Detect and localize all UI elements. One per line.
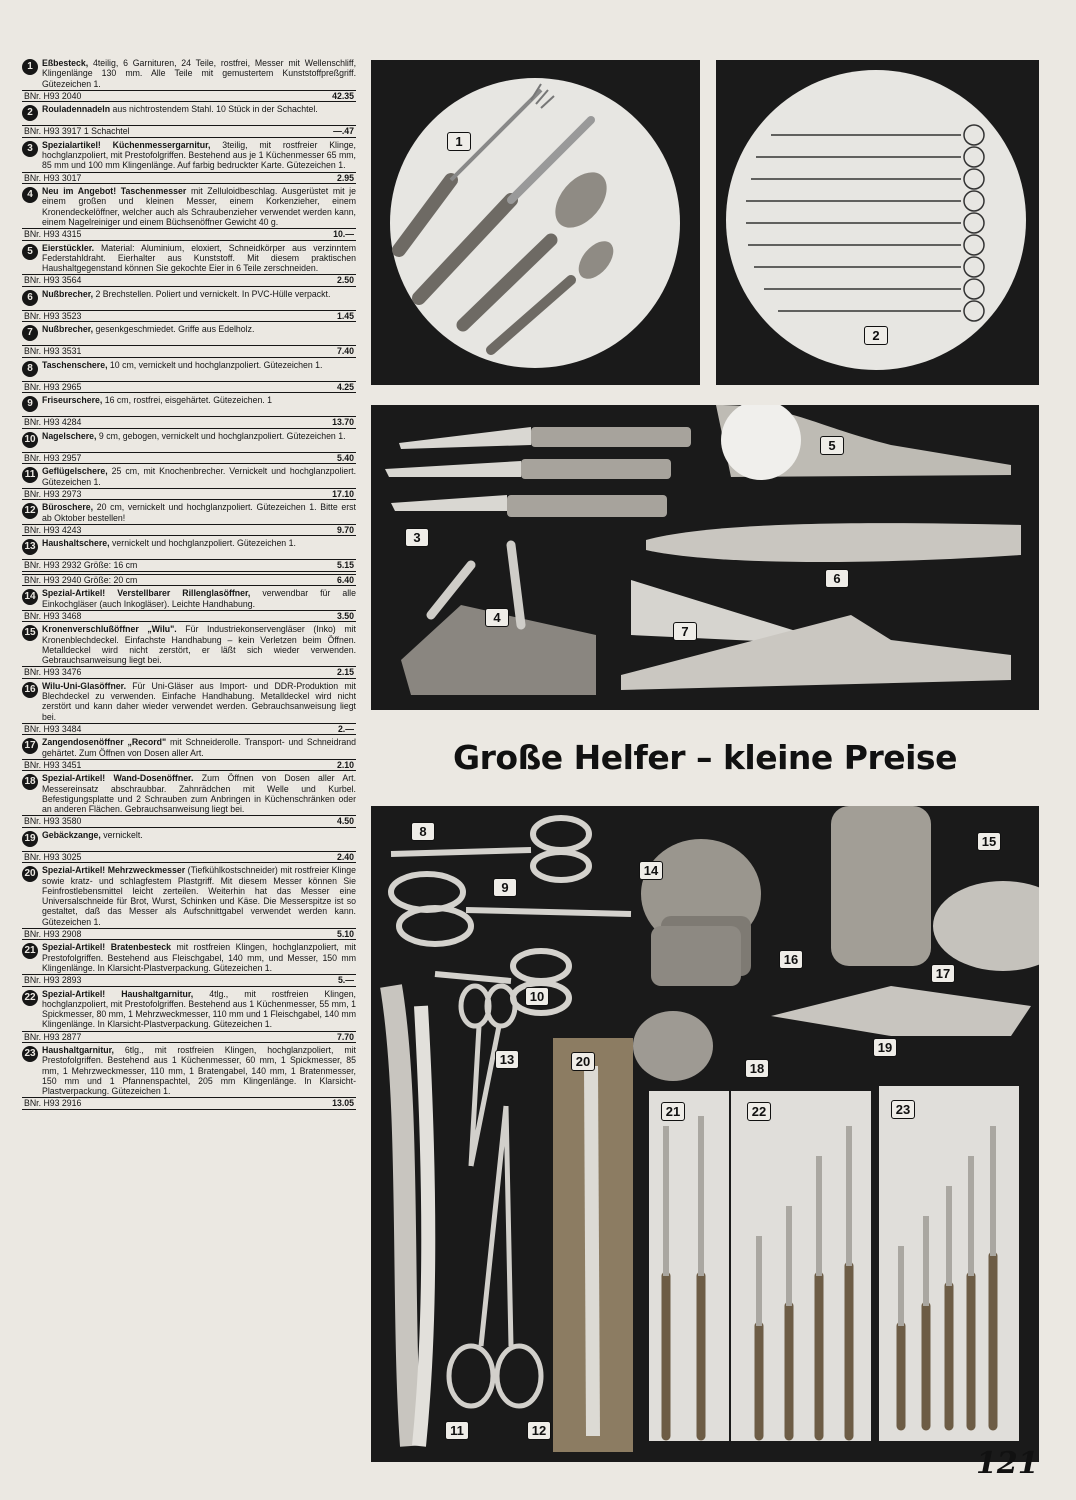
item-number-badge: 19 xyxy=(22,831,38,847)
order-number-row xyxy=(22,125,356,138)
item-text: 3teilig, mit rostfreier Klinge, hochglanzpoliert, mit Prestofolgriffen. Bestehend aus je 1 Küchenmesser 65 mm, 85 mm und 100 mm Klingenlänge. Auf farbig bedruckter Karte. Gütezeichen 1. xyxy=(42,139,356,171)
order-number-row xyxy=(22,524,356,537)
item-description xyxy=(22,360,356,380)
item-number-badge: 6 xyxy=(22,290,38,306)
item-text: (Tiefkühlkostschneider) mit rostfreier Klinge sowie kratz- und schlagfestem Plastgriff. Mit diesem Messer können Sie Feinfrostlebensmittel leicht zerteilen. Weiterhin hat das Messer eine Universalschneide für Brot, Wurst, Schinken und Käse. Die Messerspitze ist so gestaltet, daß das Messer als Aufschnittgabel verwendet werden kann. Gütezeichen 1. xyxy=(42,865,356,927)
list-item xyxy=(22,466,356,500)
photo-label-15: 15 xyxy=(977,832,1001,851)
photo-label-4: 4 xyxy=(485,608,509,627)
item-title: Wilu-Uni-Glasöffner. xyxy=(42,680,127,691)
price: 2.50 xyxy=(336,275,354,286)
photo-label-23: 23 xyxy=(891,1100,915,1119)
item-description xyxy=(22,942,356,973)
list-item xyxy=(22,324,356,358)
item-text: 2 Brechstellen. Poliert und vernickelt. In PVC-Hülle verpackt. xyxy=(93,288,331,299)
item-number-badge: 8 xyxy=(22,361,38,377)
list-item xyxy=(22,942,356,986)
item-text: 25 cm, mit Knochenbrecher. Vernickelt und hochglanzpoliert. Gütezeichen 1. xyxy=(42,466,356,487)
item-text: Für Industriekonservengläser (Inko) mit Kronenblechdeckel. Einfachste Handhabung – kein Verletzen beim Öffnen. Metalldeckel wird nicht zerstört, er läßt sich wieder verwenden. Gebrauchsanweisung liegt bei. xyxy=(42,624,356,665)
list-item xyxy=(22,140,356,184)
item-number-badge: 22 xyxy=(22,990,38,1006)
price: 17.10 xyxy=(332,488,354,499)
item-title: Spezial-Artikel! Bratenbesteck xyxy=(42,942,171,953)
item-description xyxy=(22,289,356,309)
item-description xyxy=(22,186,356,227)
item-title: Haushaltgarnitur, xyxy=(42,1045,114,1055)
item-text: 20 cm, vernickelt und hochglanzpoliert. Gütezeichen 1. Bitte erst ab Oktober bestellen! xyxy=(42,502,356,523)
item-text: Zum Öffnen von Dosen aller Art. Messereinsatz abschraubbar. Zahnrädchen mit Welle und Kurbel. Befestigungsplatte und 2 Schrauben zum Anbringen in Küchenschränken oder an anderen Flächen. Gebrauchsanweisung liegt bei. xyxy=(42,773,356,814)
price: 7.70 xyxy=(336,1031,354,1042)
list-item xyxy=(22,624,356,679)
item-number-badge: 23 xyxy=(22,1046,38,1062)
list-item xyxy=(22,58,356,102)
price: 5.— xyxy=(337,975,354,985)
item-title: Eierstückler. xyxy=(42,242,95,253)
item-text: 9 cm, gebogen, vernickelt und hochglanzpoliert. Gütezeichen 1. xyxy=(96,430,346,441)
item-title: Spezial-Artikel! Haushaltgarnitur, xyxy=(42,988,194,999)
list-item xyxy=(22,395,356,429)
order-number: BNr. H93 3451 xyxy=(24,759,82,770)
order-number: BNr. H93 2932 Größe: 16 cm xyxy=(24,560,138,571)
item-title: Geflügelschere, xyxy=(42,466,108,477)
item-description xyxy=(22,830,356,850)
item-title: Rouladennadeln xyxy=(42,104,111,115)
item-description xyxy=(22,324,356,344)
photo-label-19: 19 xyxy=(873,1038,897,1057)
price: 3.50 xyxy=(336,610,354,621)
list-item xyxy=(22,588,356,622)
item-number-badge: 1 xyxy=(22,59,38,75)
item-text: 4teilig, 6 Garnituren, 24 Teile, rostfrei, Messer mit Wellenschliff, Klingenlänge 130 mm. Alle Teile mit gemustertem Kunststoffpreßgriff. Gütezeichen 1. xyxy=(42,58,356,89)
item-text: vernickelt. xyxy=(100,829,143,840)
photo-label-1: 1 xyxy=(447,132,471,151)
item-number-badge: 16 xyxy=(22,682,38,698)
list-item xyxy=(22,186,356,241)
photo-label-16: 16 xyxy=(779,950,803,969)
order-number-row xyxy=(22,310,356,323)
order-number-row xyxy=(22,488,356,501)
item-text: gesenkgeschmiedet. Griffe aus Edelholz. xyxy=(93,324,255,335)
price: 13.70 xyxy=(332,417,354,428)
item-text: 6tlg., mit rostfreien Klingen, hochglanzpoliert, mit Prestofolgriffen. Bestehend aus 1 Küchenmesser, 60 mm, 1 Spickmesser, 85 mm, 1 Mehrzweckmesser, 110 mm, 1 Bratengabel, 140 mm, 1 Bratenmesser, 150 mm und 1 Pfannenspachtel, 205 mm Klingenlänge. In Klarsicht-Plastverpackung. Gütezeichen 1. xyxy=(42,1045,356,1096)
order-number-row xyxy=(22,759,356,772)
price: 6.40 xyxy=(336,574,354,585)
item-text: Material: Aluminium, eloxiert, Schneidkörper aus verzinntem Federstahldraht. Eierhalter aus Kunststoff. Mit diesem praktischen Haushaltgegenstand können Sie gekochte Eier in 6 Teile zerschneiden. xyxy=(42,242,356,273)
item-title: Spezial-Artikel! Mehrzweckmesser xyxy=(42,865,186,876)
order-number-row xyxy=(22,1097,356,1110)
order-number: BNr. H93 4315 xyxy=(24,229,82,239)
item-number-badge: 18 xyxy=(22,774,38,790)
list-item xyxy=(22,104,356,138)
photo-label-7: 7 xyxy=(673,622,697,641)
item-number-badge: 5 xyxy=(22,244,38,260)
price: 2.— xyxy=(337,723,354,734)
order-number-row xyxy=(22,574,356,587)
knives-tools-illustration xyxy=(371,405,1039,710)
order-number: BNr. H93 2877 xyxy=(24,1031,82,1042)
page-number: 121 xyxy=(976,1446,1039,1481)
price: 5.40 xyxy=(336,452,354,463)
order-number-row xyxy=(22,851,356,864)
item-number-badge: 15 xyxy=(22,625,38,641)
photo-label-12: 12 xyxy=(527,1421,551,1440)
order-number: BNr. H93 2893 xyxy=(24,975,82,985)
item-text: mit rostfreien Klingen, hochglanzpoliert, mit Prestofolgriffen. Bestehend aus Fleischgabel, 140 mm, und Messer, 150 mm Klingenlänge. In Klarsicht-Plastverpackung. Gütezeichen 1. xyxy=(42,942,356,973)
photo-label-14: 14 xyxy=(639,861,663,880)
item-number-badge: 13 xyxy=(22,539,38,555)
order-number: BNr. H93 3484 xyxy=(24,723,82,734)
item-description xyxy=(22,989,356,1030)
order-number-row xyxy=(22,928,356,941)
order-number: BNr. H93 2957 xyxy=(24,452,82,463)
item-title: Haushaltschere, xyxy=(42,538,110,549)
item-title: Spezial-Artikel! Wand-Dosenöffner. xyxy=(42,773,194,784)
price: 2.95 xyxy=(336,172,354,183)
list-item xyxy=(22,502,356,536)
order-number: BNr. H93 3531 xyxy=(24,346,82,357)
list-item xyxy=(22,360,356,394)
order-number-row xyxy=(22,452,356,465)
order-number: BNr. H93 2916 xyxy=(24,1098,82,1109)
list-item xyxy=(22,243,356,287)
item-title: Neu im Angebot! Taschenmesser xyxy=(42,186,187,196)
item-number-badge: 12 xyxy=(22,503,38,519)
order-number: BNr. H93 2965 xyxy=(24,381,82,392)
list-item xyxy=(22,773,356,828)
item-title: Nagelschere, xyxy=(42,430,97,441)
list-item xyxy=(22,1045,356,1110)
order-number: BNr. H93 3564 xyxy=(24,275,82,286)
photo-label-18: 18 xyxy=(745,1059,769,1078)
item-text: vernickelt und hochglanzpoliert. Gütezeichen 1. xyxy=(109,538,296,549)
item-number-badge: 17 xyxy=(22,738,38,754)
photo-label-13: 13 xyxy=(495,1050,519,1069)
photo-label-22: 22 xyxy=(747,1102,771,1121)
price: —.47 xyxy=(333,126,354,137)
list-item xyxy=(22,830,356,864)
item-title: Nußbrecher, xyxy=(42,288,94,299)
headline: Große Helfer – kleine Preise xyxy=(453,738,957,777)
item-number-badge: 11 xyxy=(22,467,38,483)
item-text: 4tlg., mit rostfreien Klingen, hochglanzpoliert, mit Prestofolgriffen. Bestehend aus 1 Küchenmesser, 55 mm, 1 Spickmesser, 80 mm, 1 Mehrzweckmesser, 110 mm und 1 Fleischgabel, 140 mm Klingenlänge. In Klarsicht-Plastverpackung. Gütezeichen 1. xyxy=(42,988,356,1030)
item-title: Kronenverschlußöffner „Wilu". xyxy=(42,624,177,635)
item-description xyxy=(22,502,356,523)
order-number-row xyxy=(22,274,356,287)
order-number-row xyxy=(22,381,356,394)
item-text: 16 cm, rostfrei, eisgehärtet. Gütezeichen. 1 xyxy=(102,395,273,406)
order-number: BNr. H93 4284 xyxy=(24,417,82,428)
order-number: BNr. H93 2973 xyxy=(24,488,82,499)
item-description xyxy=(22,737,356,758)
price: 4.50 xyxy=(336,816,354,827)
photo-scissors-openers xyxy=(371,806,1039,1462)
scissors-openers-illustration xyxy=(371,806,1039,1462)
price: 7.40 xyxy=(336,346,354,357)
item-description xyxy=(22,773,356,814)
item-description xyxy=(22,431,356,451)
item-number-badge: 10 xyxy=(22,432,38,448)
order-number: BNr. H93 3917 1 Schachtel xyxy=(24,126,130,137)
photo-label-3: 3 xyxy=(405,528,429,547)
item-number-badge: 9 xyxy=(22,396,38,412)
price: 13.05 xyxy=(332,1098,354,1109)
item-text: mit Zelluloidbeschlag. Ausgerüstet mit je einem großen und kleinen Messer, einem Korkenzieher, einem Kronendeckelöffner, welcher auch als Schraubenzieher verwendet werden kann, einem Nagelreiniger und einem Büchsenöffner Gewicht 40 g. xyxy=(42,186,356,227)
item-number-badge: 21 xyxy=(22,943,38,959)
item-description xyxy=(22,538,356,558)
list-item xyxy=(22,538,356,586)
list-item xyxy=(22,865,356,940)
order-number-row xyxy=(22,559,356,572)
photo-label-6: 6 xyxy=(825,569,849,588)
price: 9.70 xyxy=(336,524,354,535)
item-description xyxy=(22,1045,356,1096)
item-description xyxy=(22,104,356,124)
item-title: Spezial-Artikel! Verstellbarer Rillenglasöffner, xyxy=(42,588,251,599)
order-number-row xyxy=(22,345,356,358)
order-number: BNr. H93 3476 xyxy=(24,667,82,678)
item-text: verwendbar für alle Einkochgläser (auch Inkogläser). Leichte Handhabung. xyxy=(42,588,356,609)
item-description xyxy=(22,58,356,89)
list-item xyxy=(22,289,356,323)
price: 2.10 xyxy=(336,759,354,770)
order-number-row xyxy=(22,172,356,185)
order-number-row xyxy=(22,610,356,623)
item-description xyxy=(22,865,356,927)
item-number-badge: 20 xyxy=(22,866,38,882)
photo-label-20: 20 xyxy=(571,1052,595,1071)
order-number: BNr. H93 4243 xyxy=(24,524,82,535)
item-title: Nußbrecher, xyxy=(42,324,94,335)
list-item xyxy=(22,431,356,465)
list-item xyxy=(22,989,356,1044)
order-number-row xyxy=(22,723,356,736)
item-number-badge: 4 xyxy=(22,187,38,203)
order-number: BNr. H93 3468 xyxy=(24,610,82,621)
price: 5.15 xyxy=(336,560,354,571)
item-text: 10 cm, vernickelt und hochglanzpoliert. Gütezeichen 1. xyxy=(107,359,323,370)
item-text: Für Uni-Gläser aus Import- und DDR-Produktion mit Blechdeckel zu verwenden. Einfache Handhabung. Metalldeckel wird nicht zerstört und kann daher wieder verwendet werden. Gebrauchsanweisung liegt bei. xyxy=(42,680,356,722)
order-number-row xyxy=(22,90,356,103)
item-description xyxy=(22,140,356,171)
item-title: Taschenschere, xyxy=(42,359,108,370)
item-description xyxy=(22,395,356,415)
item-number-badge: 2 xyxy=(22,105,38,121)
item-title: Eßbesteck, xyxy=(42,58,89,68)
price: 4.25 xyxy=(336,381,354,392)
item-description xyxy=(22,588,356,609)
item-number-badge: 3 xyxy=(22,141,38,157)
order-number-row xyxy=(22,974,356,987)
photo-label-2: 2 xyxy=(864,326,888,345)
item-number-badge: 7 xyxy=(22,325,38,341)
order-number-row xyxy=(22,815,356,828)
item-title: Zangendosenöffner „Record" xyxy=(42,737,167,748)
photo-knives-tools xyxy=(371,405,1039,710)
item-text: aus nichtrostendem Stahl. 10 Stück in der Schachtel. xyxy=(110,104,318,115)
item-description xyxy=(22,466,356,487)
order-number: BNr. H93 3025 xyxy=(24,851,82,862)
item-title: Spezialartikel! Küchenmessergarnitur, xyxy=(42,139,211,150)
item-title: Büroschere, xyxy=(42,502,94,513)
item-title: Gebäckzange, xyxy=(42,829,101,840)
order-number-row xyxy=(22,416,356,429)
photo-label-21: 21 xyxy=(661,1102,685,1121)
photo-label-9: 9 xyxy=(493,878,517,897)
photo-skewers xyxy=(716,60,1039,385)
list-item xyxy=(22,681,356,736)
order-number-row xyxy=(22,1031,356,1044)
photo-label-8: 8 xyxy=(411,822,435,841)
cutlery-illustration xyxy=(371,60,700,385)
photo-label-11: 11 xyxy=(445,1421,469,1440)
price: 2.15 xyxy=(336,667,354,678)
price: 10.— xyxy=(333,229,354,239)
item-description xyxy=(22,624,356,665)
list-item xyxy=(22,737,356,771)
order-number: BNr. H93 2040 xyxy=(24,90,82,101)
item-number-badge: 14 xyxy=(22,589,38,605)
order-number-row xyxy=(22,666,356,679)
price: 5.10 xyxy=(336,928,354,939)
item-description xyxy=(22,681,356,722)
order-number-row xyxy=(22,228,356,241)
item-text: mit Schneiderolle. Transport- und Schneidrand gehärtet. Zum Öffnen von Dosen aller Art. xyxy=(42,737,356,758)
order-number: BNr. H93 2908 xyxy=(24,928,82,939)
order-number: BNr. H93 2940 Größe: 20 cm xyxy=(24,574,138,585)
product-list xyxy=(22,58,356,1112)
photo-label-5: 5 xyxy=(820,436,844,455)
price: 1.45 xyxy=(336,310,354,321)
order-number: BNr. H93 3580 xyxy=(24,816,82,827)
photo-label-17: 17 xyxy=(931,964,955,983)
price: 42.35 xyxy=(332,90,354,101)
price: 2.40 xyxy=(336,851,354,862)
photo-cutlery xyxy=(371,60,700,385)
item-title: Friseurschere, xyxy=(42,395,103,406)
item-description xyxy=(22,243,356,274)
order-number: BNr. H93 3523 xyxy=(24,310,82,321)
order-number: BNr. H93 3017 xyxy=(24,172,82,183)
photo-label-10: 10 xyxy=(525,987,549,1006)
